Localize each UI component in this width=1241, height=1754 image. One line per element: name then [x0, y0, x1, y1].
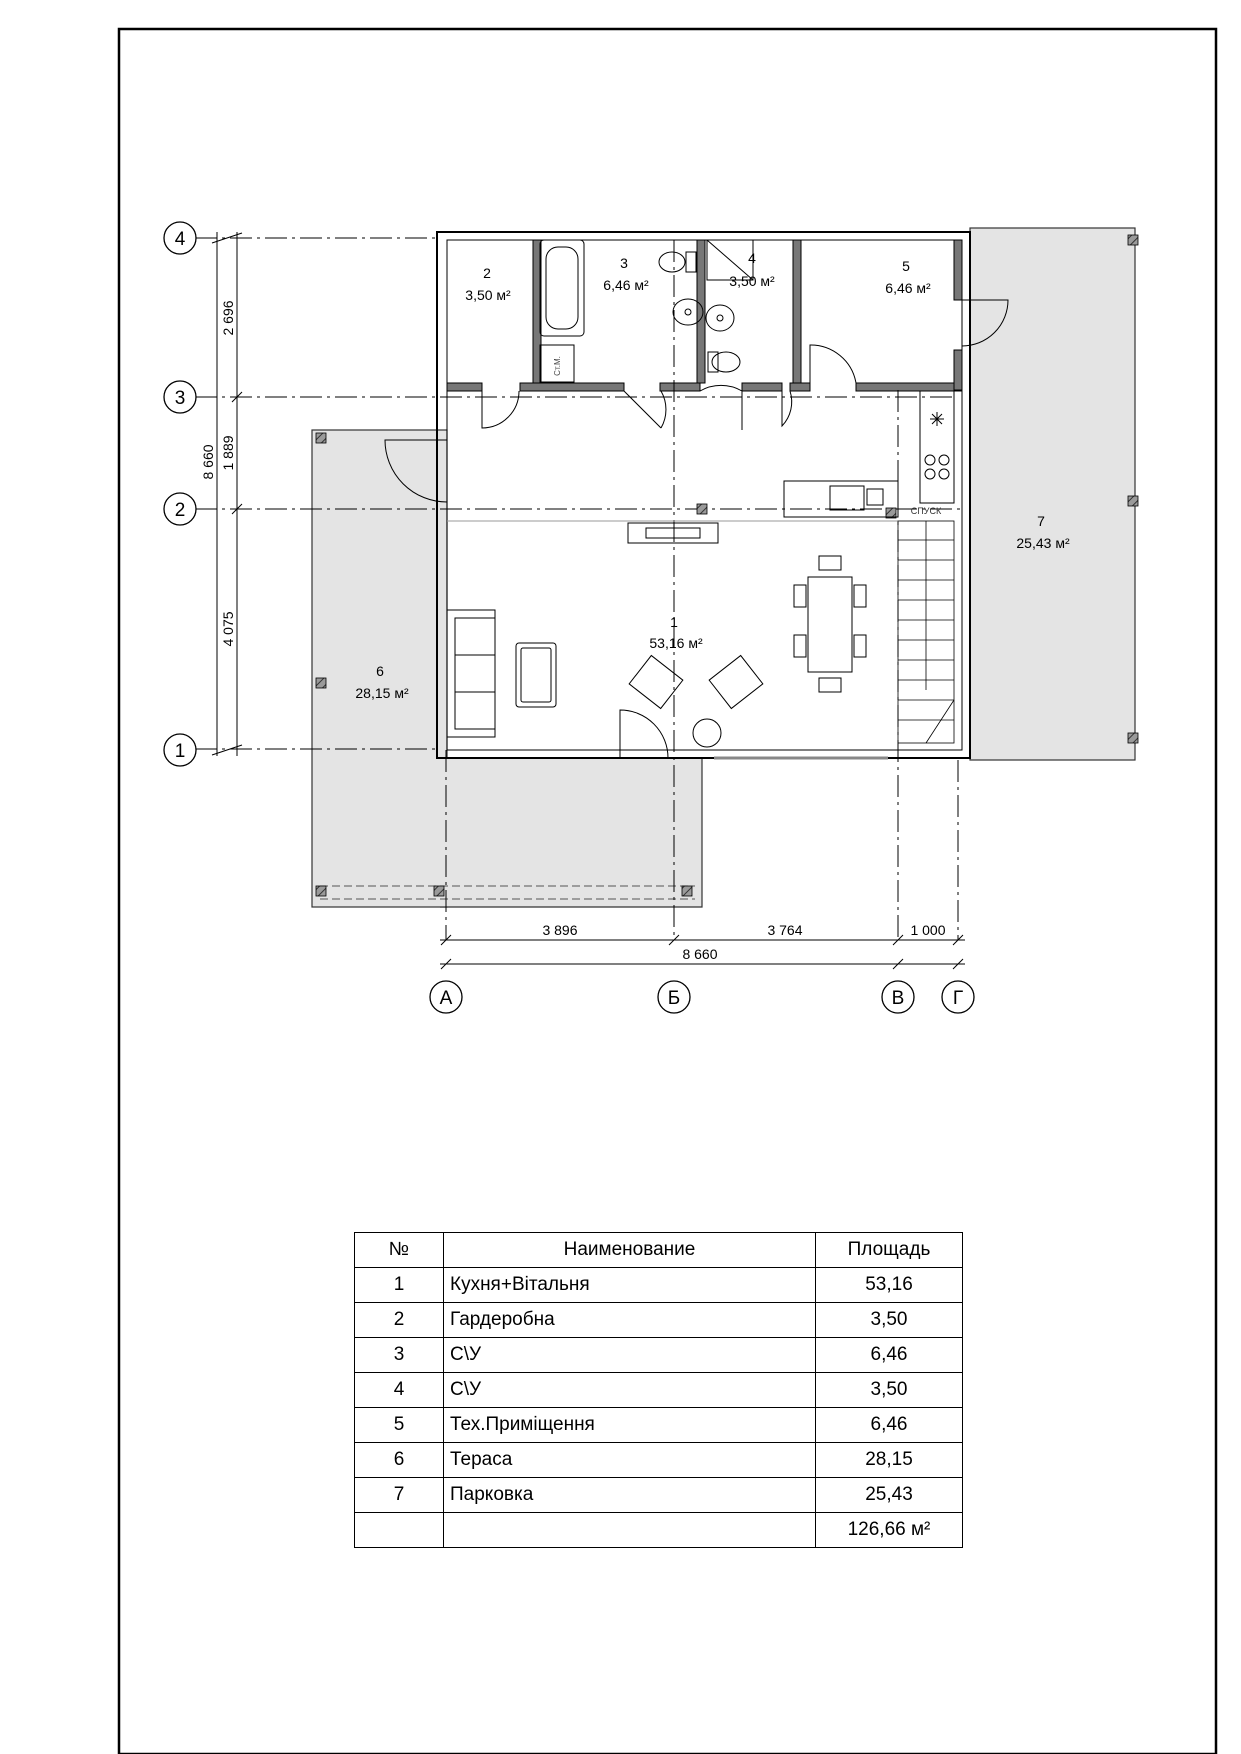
- row-area: 3,50: [816, 1373, 963, 1408]
- svg-text:6,46 м²: 6,46 м²: [603, 277, 649, 293]
- row-number: 4: [355, 1373, 444, 1408]
- room-label-5: [885, 258, 931, 296]
- table-row: [355, 1303, 963, 1338]
- axis-bubble-b: [658, 981, 690, 1013]
- svg-text:6,46 м²: 6,46 м²: [885, 280, 931, 296]
- axis-bubble-2: [164, 493, 196, 525]
- dimension-bottom-total: 8 660: [682, 946, 718, 962]
- room-label-4: [729, 250, 775, 289]
- row-area: 25,43: [816, 1478, 963, 1513]
- bathroom-fixtures: [540, 240, 753, 382]
- row-name: С\У: [444, 1373, 816, 1408]
- dimension-left-total: 8 660: [200, 444, 216, 480]
- room-label-1: [649, 614, 703, 651]
- row-area: 3,50: [816, 1303, 963, 1338]
- svg-text:1: 1: [670, 614, 678, 630]
- dimension-bottom-3: 1 000: [910, 922, 946, 938]
- table-row: [355, 1268, 963, 1303]
- svg-text:3,50 м²: 3,50 м²: [729, 273, 775, 289]
- total-area: 126,66 м²: [816, 1513, 963, 1548]
- table-row: [355, 1443, 963, 1478]
- header-number: №: [355, 1233, 444, 1268]
- row-area: 6,46: [816, 1408, 963, 1443]
- svg-text:Б: Б: [667, 988, 681, 1009]
- row-number: 3: [355, 1338, 444, 1373]
- interior-walls: [447, 240, 962, 391]
- axis-bubble-4: [164, 222, 196, 254]
- row-area: 28,15: [816, 1443, 963, 1478]
- row-number: 5: [355, 1408, 444, 1443]
- row-name: Тераса: [444, 1443, 816, 1478]
- table-row: [355, 1478, 963, 1513]
- terrace-area: [312, 430, 702, 907]
- axis-bubble-1: [164, 734, 196, 766]
- svg-text:А: А: [439, 988, 453, 1009]
- row-name: С\У: [444, 1338, 816, 1373]
- kitchen-counter: [447, 391, 954, 521]
- row-number: 7: [355, 1478, 444, 1513]
- svg-text:3,50 м²: 3,50 м²: [465, 287, 511, 303]
- row-name: Парковка: [444, 1478, 816, 1513]
- area-schedule-table: [354, 1232, 963, 1548]
- room-label-2: [465, 265, 511, 303]
- row-area: 53,16: [816, 1268, 963, 1303]
- svg-text:4: 4: [748, 250, 756, 266]
- svg-text:6: 6: [376, 663, 384, 679]
- svg-text:53,16 м²: 53,16 м²: [649, 635, 703, 651]
- stair: [898, 521, 954, 743]
- dimension-left-2: 1 889: [220, 435, 236, 471]
- dimension-bottom-2: 3 764: [767, 922, 803, 938]
- svg-text:5: 5: [902, 258, 910, 274]
- svg-text:В: В: [891, 988, 905, 1009]
- dimension-left-1: 2 696: [220, 300, 236, 336]
- dimension-bottom-1: 3 896: [542, 922, 578, 938]
- row-name: Тех.Приміщення: [444, 1408, 816, 1443]
- svg-text:2: 2: [174, 500, 186, 521]
- table-row: [355, 1408, 963, 1443]
- header-area: Площадь: [816, 1233, 963, 1268]
- dimension-left-3: 4 075: [220, 611, 236, 647]
- row-number: 6: [355, 1443, 444, 1478]
- parking-area: [970, 228, 1135, 760]
- row-name: Кухня+Вітальня: [444, 1268, 816, 1303]
- svg-text:3: 3: [174, 388, 186, 409]
- row-number: 1: [355, 1268, 444, 1303]
- svg-text:25,43 м²: 25,43 м²: [1016, 535, 1070, 551]
- svg-text:28,15 м²: 28,15 м²: [355, 685, 409, 701]
- svg-text:3: 3: [620, 255, 628, 271]
- table-header-row: [355, 1233, 963, 1268]
- total-number-cell: [355, 1513, 444, 1548]
- row-area: 6,46: [816, 1338, 963, 1373]
- room-label-3: [603, 255, 649, 293]
- stair-label: СПУСК: [910, 506, 942, 516]
- svg-text:4: 4: [174, 229, 186, 250]
- axis-bubble-g: [942, 981, 974, 1013]
- total-name-cell: [444, 1513, 816, 1548]
- row-number: 2: [355, 1303, 444, 1338]
- table-row: [355, 1373, 963, 1408]
- row-name: Гардеробна: [444, 1303, 816, 1338]
- svg-text:2: 2: [483, 265, 491, 281]
- washer-label: Ст.М.: [553, 356, 562, 376]
- svg-text:7: 7: [1037, 513, 1045, 529]
- svg-text:1: 1: [174, 741, 186, 762]
- table-total-row: [355, 1513, 963, 1548]
- header-name: Наименование: [444, 1233, 816, 1268]
- axis-bubble-v: [882, 981, 914, 1013]
- axis-bubble-3: [164, 381, 196, 413]
- table-row: [355, 1338, 963, 1373]
- svg-text:Г: Г: [952, 988, 964, 1009]
- axis-bubble-a: [430, 981, 462, 1013]
